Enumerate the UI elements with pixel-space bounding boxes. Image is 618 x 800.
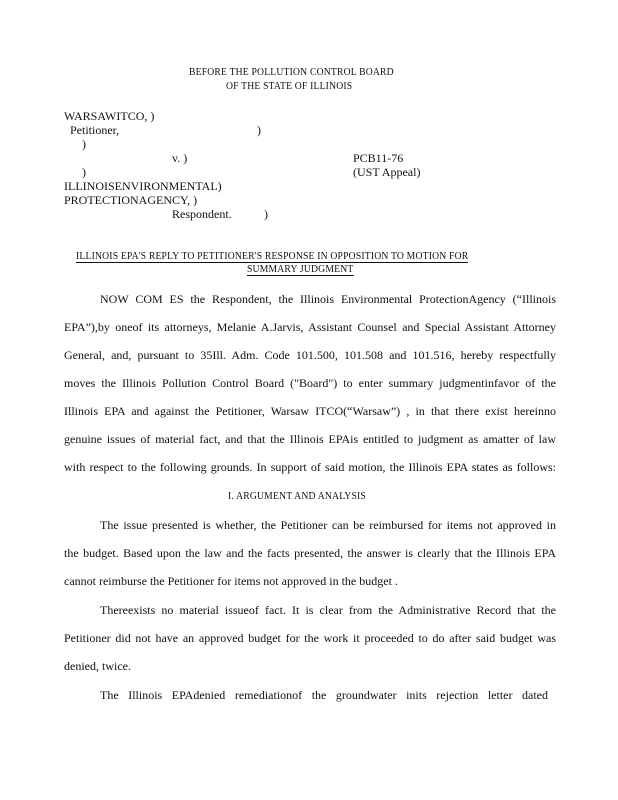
caption-paren: ) (264, 207, 268, 221)
board-header-line1: BEFORE THE POLLUTION CONTROL BOARD (189, 67, 394, 78)
document-title-line2: SUMMARY JUDGMENT (247, 264, 354, 275)
versus: v. ) (172, 151, 188, 165)
paragraph-line: General, and, pursuant to 35Ill. Adm. Code 101.500, 101.508 and 101.516, hereby respectfully (64, 348, 556, 362)
paragraph-line: The issue presented is whether, the Petitioner can be reimbursed for items not approved in (100, 518, 556, 532)
respondent-label: Respondent. (172, 207, 232, 221)
paragraph-line: with respect to the following grounds. In support of said motion, the Illinois EPA states as follows: (64, 460, 556, 474)
paragraph-line: the budget. Based upon the law and the facts presented, the answer is clearly that the Illinois EPA (64, 546, 556, 560)
paragraph-line: Illinois EPA and against the Petitioner, Warsaw ITCO(“Warsaw”) , in that there exist hereinno (64, 404, 556, 418)
case-number: PCB11-76 (353, 151, 404, 165)
paragraph-line: NOW COM ES the Respondent, the Illinois Environmental ProtectionAgency (“Illinois (100, 292, 556, 306)
paragraph-line: EPA”),by oneof its attorneys, Melanie A.Jarvis, Assistant Counsel and Special Assistant Attorney (64, 320, 556, 334)
respondent-name-line1: ILLINOISENVIRONMENTAL) (64, 179, 222, 193)
paragraph-line: The Illinois EPAdenied remediationof the groundwater inits rejection letter dated (100, 688, 548, 702)
paragraph-line: cannot reimburse the Petitioner for items not approved in the budget . (64, 574, 398, 588)
document-title-line1: ILLINOIS EPA'S REPLY TO PETITIONER'S RESPONSE IN OPPOSITION TO MOTION FOR (76, 251, 469, 262)
case-type: (UST Appeal) (353, 165, 421, 179)
board-header-line2: OF THE STATE OF ILLINOIS (226, 81, 353, 92)
section-heading: I. ARGUMENT AND ANALYSIS (228, 491, 366, 502)
respondent-name-line2: PROTECTIONAGENCY, ) (64, 193, 198, 207)
paragraph-line: moves the Illinois Pollution Control Board ("Board") to enter summary judgmentinfavor of the (64, 376, 556, 390)
paragraph-line: denied, twice. (64, 659, 131, 673)
paragraph-line: genuine issues of material fact, and that the Illinois EPAis entitled to judgment as amatter of law (64, 432, 556, 446)
paragraph-line: Thereexists no material issueof fact. It is clear from the Administrative Record that the (100, 603, 556, 617)
paragraph-line: Petitioner did not have an approved budget for the work it proceeded to do after said budget was (64, 631, 556, 645)
petitioner-label: Petitioner, (70, 123, 120, 137)
petitioner-name: WARSAWITCO, ) (64, 109, 155, 123)
caption-paren: ) (82, 165, 86, 179)
caption-paren: ) (257, 123, 261, 137)
caption-paren: ) (82, 137, 86, 151)
